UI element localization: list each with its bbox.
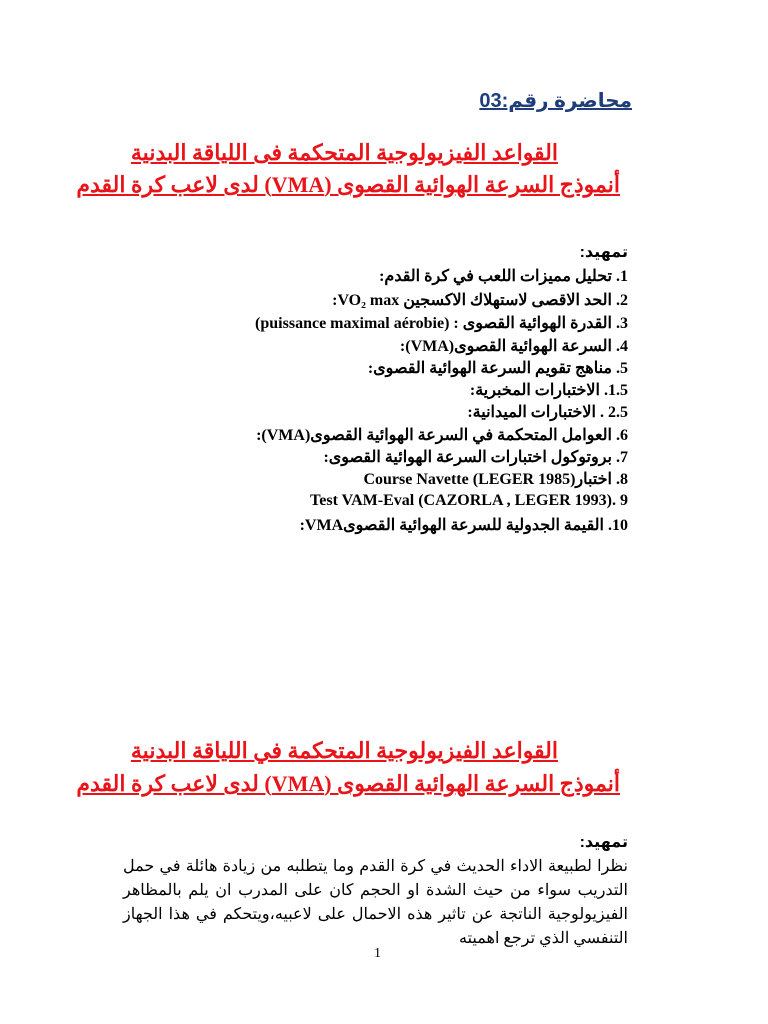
toc-item-8: 8. اختبار(Course Navette (LEGER 1985 <box>363 471 628 488</box>
toc-item-5-2: 2.5 . الاختبارات الميدانية: <box>467 404 628 421</box>
section2-title-line-2: أنموذج السرعة الهوائية القصوى (VMA) لدى لاعب كرة القدم <box>76 771 620 796</box>
title-line-1: القواعد الفيزيولوجية المتحكمة فى اللياقة البدنية <box>130 140 558 165</box>
page-number: 1 <box>374 946 381 961</box>
toc-item-7: 7. بروتوكول اختبارات السرعة الهوائية القصوى: <box>323 449 628 466</box>
toc-item-9: 9 .(Test VAM-Eval (CAZORLA , LEGER 1993 <box>310 492 628 509</box>
toc-item-5-1: 1.5. الاختبارات المخبرية: <box>469 382 628 399</box>
toc-item-1: 1. تحليل مميزات اللعب في كرة القدم: <box>379 268 628 285</box>
title-line-2: أنموذج السرعة الهوائية القصوى (VMA) لدى لاعب كرة القدم <box>76 172 620 197</box>
section2-title-line-1: القواعد الفيزيولوجية المتحكمة في اللياقة البدنية <box>130 738 558 763</box>
toc-item-5: 5. مناهج تقويم السرعة الهوائية القصوى: <box>367 360 628 377</box>
intro-label: تمهيد: <box>579 244 628 261</box>
toc-item-6: 6. العوامل المتحكمة في السرعة الهوائية القصوى(VMA): <box>256 427 628 444</box>
toc-item-4: 4. السرعة الهوائية القصوى(VMA): <box>399 338 628 355</box>
lecture-number: محاضرة رقم:03 <box>479 90 632 112</box>
toc-item-10: 10. القيمة الجدولية للسرعة الهوائية القصوىVMA: <box>299 517 628 534</box>
toc-item-2: 2. الحد الاقصى لاستهلاك الاكسجين VO₂ max: <box>332 292 628 309</box>
intro-paragraph: نظرا لطبيعة الاداء الحديث في كرة القدم وما يتطلبه من زيادة هائلة في حمل التدريب سواء من حيث الشدة او الحجم كان على المدرب ان يلم بالمظاهر الفيزيولوجية الناتجة عن تاثير هذه الاحمال على لاعبيه،ويتحكم في هذا الجهاز التنفسي الذي ترجع اهميته <box>123 858 629 947</box>
toc-item-3: 3. القدرة الهوائية القصوى : (puissance maximal aérobie) <box>255 315 628 332</box>
section2-intro-label: تمهيد: <box>579 834 628 851</box>
